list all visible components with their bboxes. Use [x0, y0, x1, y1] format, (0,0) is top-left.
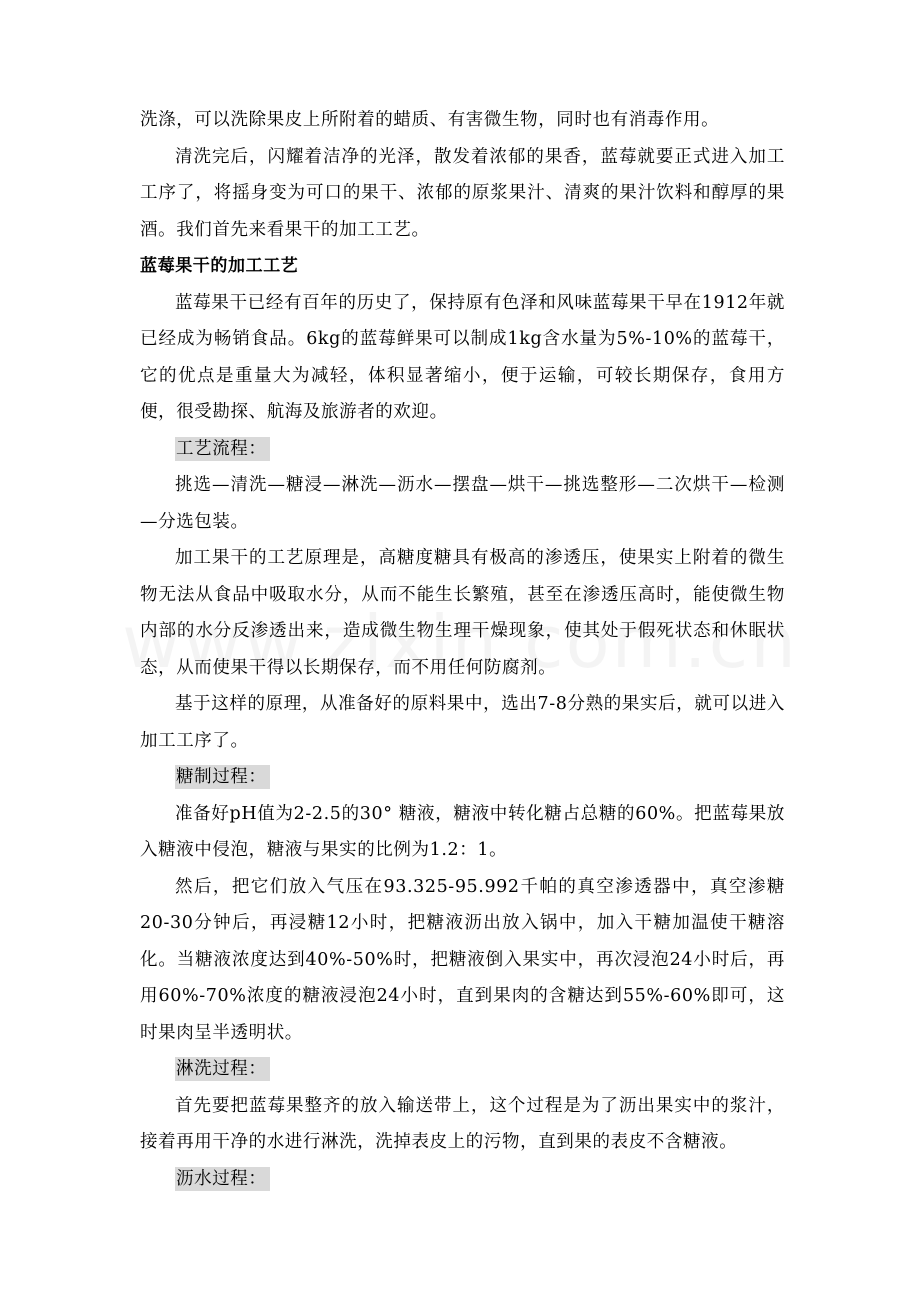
paragraph-vacuum-infusion: 然后，把它们放入气压在93.325-95.992千帕的真空渗透器中，真空渗糖20-30分钟后，再浸糖12小时，把糖液沥出放入锅中，加入干糖加温使干糖溶化。当糖液浓度达到40%-50%时，把糖液倒入果实中，再次浸泡24小时后，再用60%-70%浓度的糖液浸泡24小时，直到果肉的含糖达到55%-60%即可，这时果肉呈半透明状。 [140, 876, 785, 1043]
label-sugaring: 糖制过程： [175, 765, 270, 789]
paragraph-sugar-solution: 准备好pH值为2-2.5的30° 糖液，糖液中转化糖占总糖的60%。把蓝莓果放入糖液中侵泡，糖液与果实的比例为1.2：1。 [140, 803, 785, 860]
paragraph-selection: 基于这样的原理，从准备好的原料果中，选出7-8分熟的果实后，就可以进入加工工序了。 [140, 694, 785, 751]
paragraph-process-steps: 挑选—清洗—糖浸—淋洗—沥水—摆盘—烘干—挑选整形—二次烘干—检测—分选包装。 [140, 475, 785, 532]
label-rinsing: 淋洗过程： [175, 1057, 270, 1081]
label-draining: 沥水过程： [175, 1167, 270, 1191]
paragraph-principle: 加工果干的工艺原理是，高糖度糖具有极高的渗透压，使果实上附着的微生物无法从食品中吸取水分，从而不能生长繁殖，甚至在渗透压高时，能使微生物内部的水分反渗透出来，造成微生物生理干燥现象，使其处于假死状态和休眠状态，从而使果干得以长期保存，而不用任何防腐剂。 [140, 548, 785, 678]
paragraph-rinsing: 首先要把蓝莓果整齐的放入输送带上，这个过程是为了沥出果实中的浆汁，接着再用干净的水进行淋洗，洗掉表皮上的污物，直到果的表皮不含糖液。 [140, 1095, 785, 1152]
label-line-rinsing [140, 1051, 785, 1088]
paragraph-after-cleaning: 清洗完后，闪耀着洁净的光泽，散发着浓郁的果香，蓝莓就要正式进入加工工序了，将摇身变为可口的果干、浓郁的原浆果汁、清爽的果汁饮料和醇厚的果酒。我们首先来看果干的加工工艺。 [140, 146, 785, 240]
label-process-flow: 工艺流程： [175, 437, 270, 461]
document-body [140, 102, 785, 1197]
paragraph-washing: 洗涤，可以洗除果皮上所附着的蜡质、有害微生物，同时也有消毒作用。 [140, 110, 720, 130]
paragraph-dried-fruit-history: 蓝莓果干已经有百年的历史了，保持原有色泽和风味蓝莓果干早在1912年就已经成为畅销食品。6kg的蓝莓鲜果可以制成1kg含水量为5%-10%的蓝莓干，它的优点是重量大为减轻，体积显著缩小，便于运输，可较长期保存，食用方便，很受勘探、航海及旅游者的欢迎。 [140, 292, 785, 422]
label-line-process-flow [140, 431, 785, 468]
section-heading-dried-fruit: 蓝莓果干的加工工艺 [140, 256, 299, 276]
label-line-draining [140, 1161, 785, 1198]
label-line-sugaring [140, 759, 785, 796]
